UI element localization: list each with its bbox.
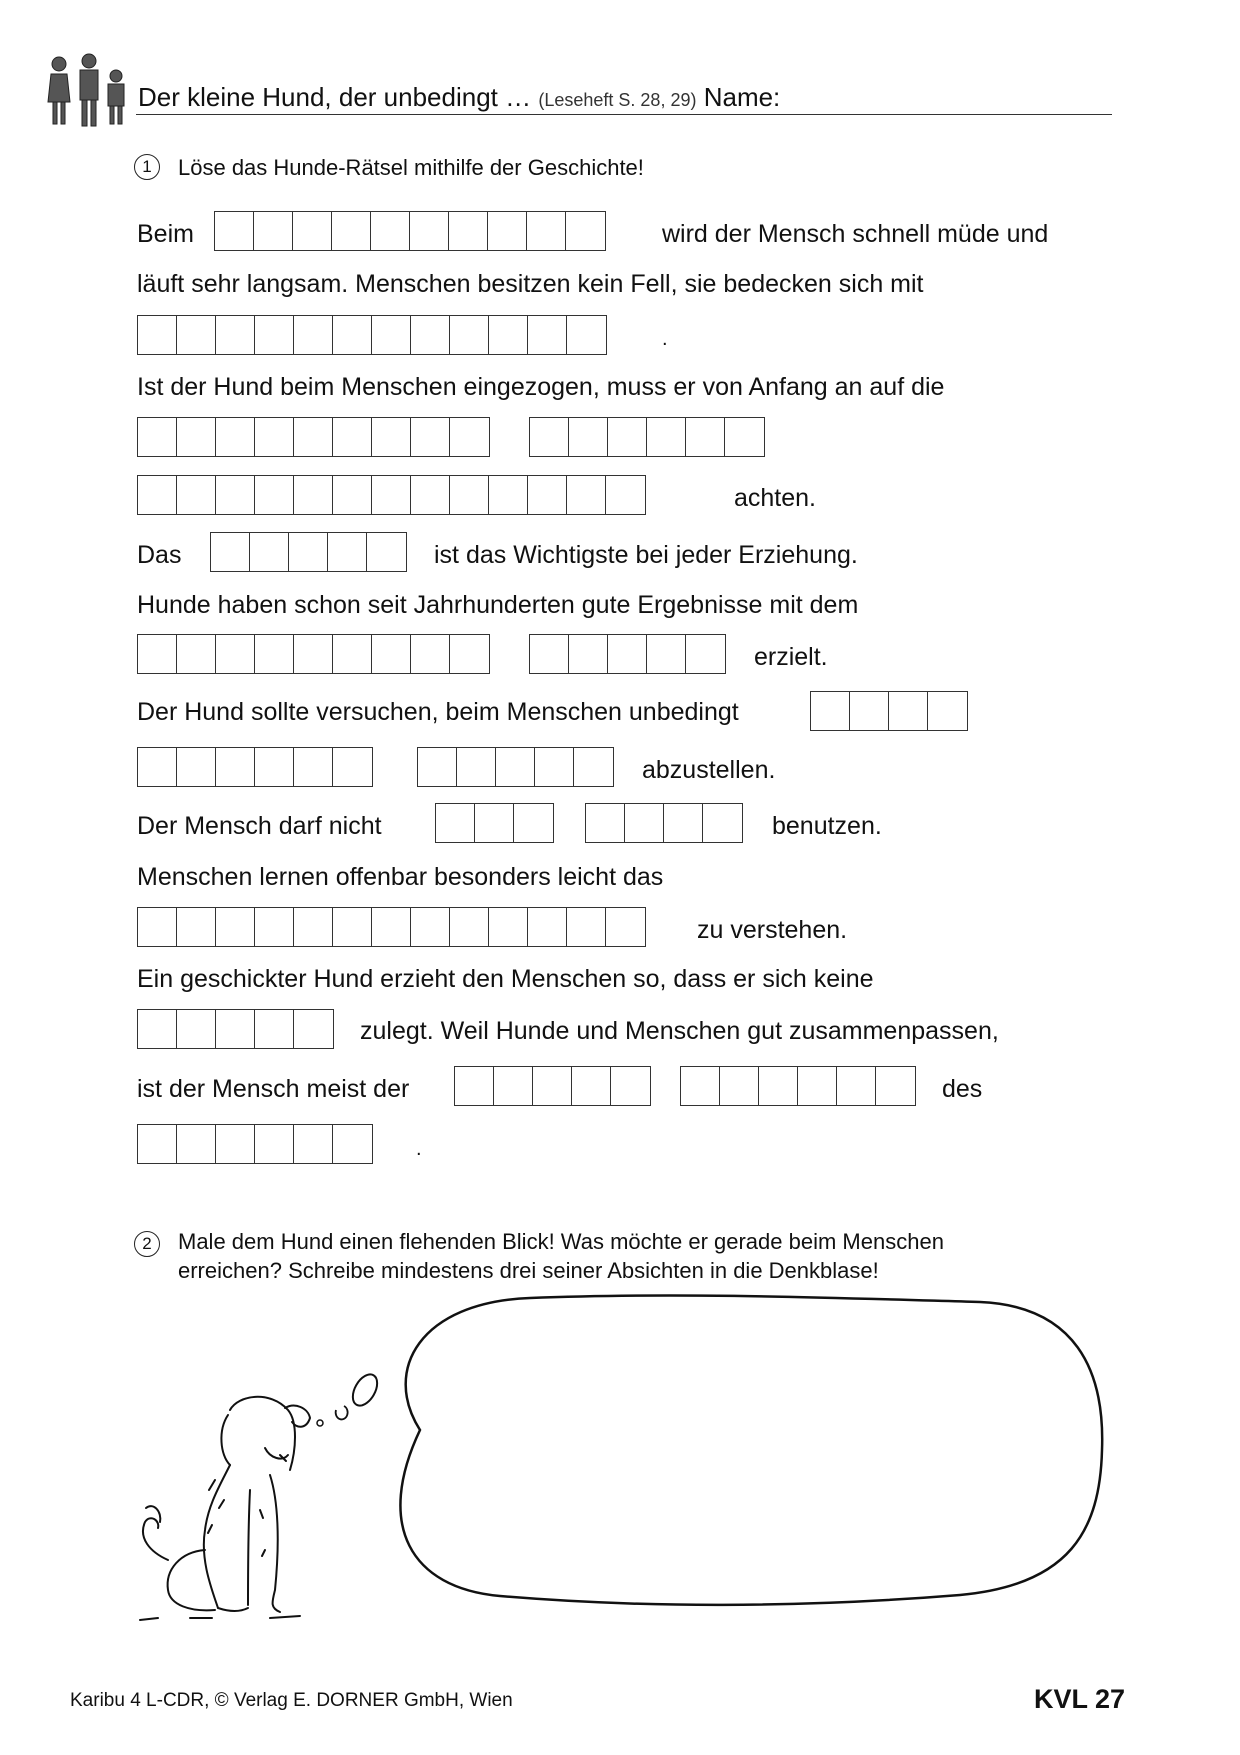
answer-boxes[interactable] [529, 634, 726, 674]
text-s5: Der Hund sollte versuchen, beim Menschen unbedingt [137, 698, 739, 726]
answer-boxes[interactable] [137, 475, 646, 515]
thought-dot-small [317, 1420, 323, 1426]
thought-bubble [400, 1295, 1102, 1604]
text-s7: Menschen lernen offenbar besonders leicht das [137, 863, 664, 891]
worksheet-title [138, 82, 780, 113]
thought-dot-medium [336, 1406, 348, 1419]
task1-instruction: Löse das Hunde-Rätsel mithilfe der Geschichte! [178, 155, 644, 180]
text-zu-verstehen: zu verstehen. [697, 916, 848, 944]
text-s1-line2: läuft sehr langsam. Menschen besitzen kein Fell, sie bedecken sich mit [137, 270, 924, 298]
task2-instruction [178, 1227, 944, 1285]
page-reference: (Leseheft S. 28, 29) [538, 90, 697, 110]
children-icon [44, 52, 130, 130]
text-s3-end: ist das Wichtigste bei jeder Erziehung. [434, 541, 858, 569]
text-s2: Ist der Hund beim Menschen eingezogen, muss er von Anfang an auf die [137, 373, 945, 401]
text-benutzen: benutzen. [772, 812, 882, 840]
text-dot: . [662, 328, 668, 350]
answer-boxes[interactable] [417, 747, 614, 787]
page-code: KVL 27 [1034, 1684, 1126, 1714]
drawing-area[interactable] [120, 1290, 1120, 1630]
answer-boxes[interactable] [137, 747, 373, 787]
task2-number: 2 [134, 1231, 160, 1257]
answer-boxes[interactable] [810, 691, 968, 731]
text-achten: achten. [734, 484, 817, 512]
answer-boxes[interactable] [214, 211, 606, 251]
text-das: Das [137, 541, 182, 569]
task1-number: 1 [134, 154, 160, 180]
answer-boxes[interactable] [137, 315, 607, 355]
title-text: Der kleine Hund, der unbedingt … [138, 82, 532, 112]
task2-instruction-line1: Male dem Hund einen flehenden Blick! Was möchte er gerade beim Menschen [178, 1229, 944, 1254]
dog-with-thought-bubble [120, 1290, 1120, 1630]
answer-boxes[interactable] [680, 1066, 916, 1106]
text-des: des [942, 1075, 983, 1103]
text-beim: Beim [137, 220, 194, 248]
answer-boxes[interactable] [137, 634, 490, 674]
text-s1-end: wird der Mensch schnell müde und [662, 220, 1049, 248]
text-dot: . [416, 1138, 422, 1160]
answer-boxes[interactable] [435, 803, 554, 843]
answer-boxes[interactable] [137, 1009, 334, 1049]
answer-boxes[interactable] [137, 907, 646, 947]
task2-instruction-line2: erreichen? Schreibe mindestens drei seiner Absichten in die Denkblase! [178, 1258, 879, 1283]
thought-dot-large [348, 1370, 382, 1409]
text-s8-end: zulegt. Weil Hunde und Menschen gut zusammenpassen, [360, 1017, 999, 1045]
answer-boxes[interactable] [137, 417, 490, 457]
name-label: Name: [703, 82, 781, 112]
footer-credit: Karibu 4 L-CDR, © Verlag E. DORNER GmbH, Wien [70, 1690, 513, 1711]
answer-boxes[interactable] [454, 1066, 651, 1106]
answer-boxes[interactable] [137, 1124, 373, 1164]
name-line [136, 114, 1112, 115]
text-s6: Der Mensch darf nicht [137, 812, 382, 840]
text-abzustellen: abzustellen. [642, 756, 776, 784]
text-s8: Ein geschickter Hund erzieht den Menschen so, dass er sich keine [137, 965, 874, 993]
answer-boxes[interactable] [210, 532, 407, 572]
text-s9: ist der Mensch meist der [137, 1075, 410, 1103]
answer-boxes[interactable] [529, 417, 765, 457]
text-erzielt: erzielt. [754, 643, 828, 671]
text-s4: Hunde haben schon seit Jahrhunderten gute Ergebnisse mit dem [137, 591, 859, 619]
answer-boxes[interactable] [585, 803, 743, 843]
dog-drawing [140, 1397, 310, 1620]
